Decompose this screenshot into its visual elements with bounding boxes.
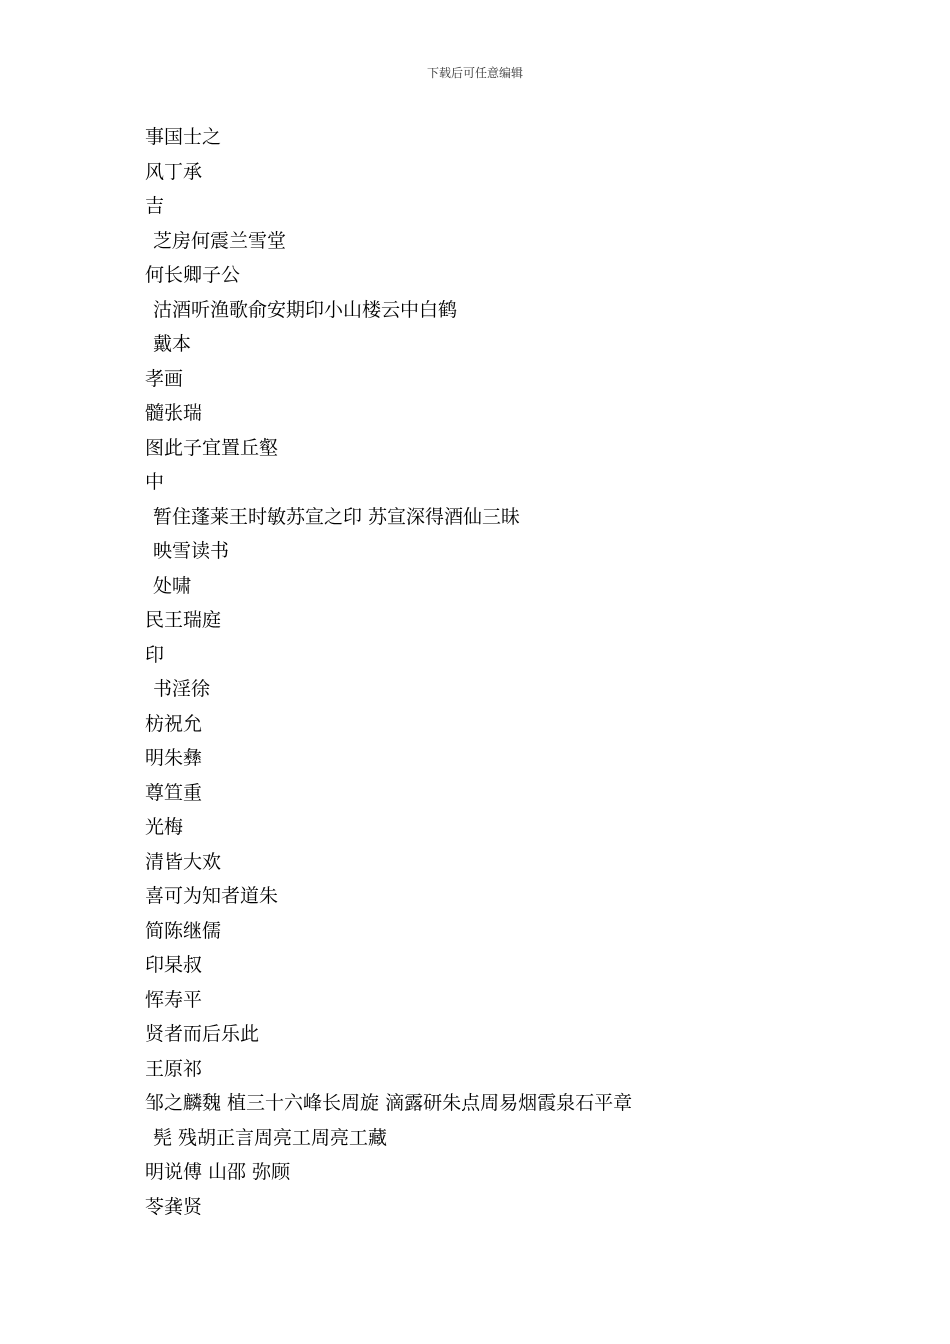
text-line: 简陈继儒 — [145, 919, 222, 942]
text-line: 映雪读书 — [153, 540, 230, 562]
text-line: 吉 — [145, 195, 165, 217]
text-line: 孝画 — [145, 367, 184, 390]
text-line: 印杲叔 — [145, 954, 203, 976]
text-line: 王原祁 — [145, 1057, 203, 1080]
text-line: 髡 残胡正言周亮工周亮工藏 — [153, 1126, 388, 1149]
text-line: 中 — [145, 471, 165, 493]
text-line: 暂住蓬莱王时敏苏宣之印 苏宣深得酒仙三昧 — [153, 505, 521, 528]
text-line: 枋祝允 — [145, 712, 203, 735]
text-line: 沽酒听渔歌俞安期印小山楼云中白鹤 — [153, 298, 458, 321]
text-line: 光梅 — [145, 816, 184, 838]
text-line: 风丁承 — [145, 160, 203, 183]
text-line: 图此子宜置丘壑 — [145, 436, 279, 459]
text-line: 邹之麟魏 植三十六峰长周旋 滴露研朱点周易烟霞泉石平章 — [145, 1092, 633, 1114]
text-line: 清皆大欢 — [145, 850, 222, 873]
text-line: 事国士之 — [145, 126, 222, 148]
text-line: 民王瑞庭 — [145, 609, 222, 631]
text-line: 明朱彝 — [145, 747, 203, 769]
text-line: 明说傅 山邵 弥顾 — [145, 1161, 291, 1183]
text-line: 处啸 — [153, 574, 192, 597]
text-line: 髓张瑞 — [145, 402, 203, 424]
text-line: 喜可为知者道朱 — [145, 885, 279, 907]
text-line: 何长卿子公 — [145, 264, 241, 286]
text-line: 芝房何震兰雪堂 — [153, 229, 287, 252]
text-line: 贤者而后乐此 — [145, 1023, 260, 1045]
text-line: 书淫徐 — [153, 678, 211, 700]
text-line: 恽寿平 — [145, 988, 203, 1011]
text-line: 印 — [145, 643, 165, 666]
text-line: 尊笪重 — [145, 781, 203, 804]
document-body — [145, 122, 845, 1226]
text-line: 戴本 — [153, 333, 192, 355]
page-header: 下载后可任意编辑 — [426, 66, 523, 80]
text-line: 苓龚贤 — [145, 1195, 203, 1218]
